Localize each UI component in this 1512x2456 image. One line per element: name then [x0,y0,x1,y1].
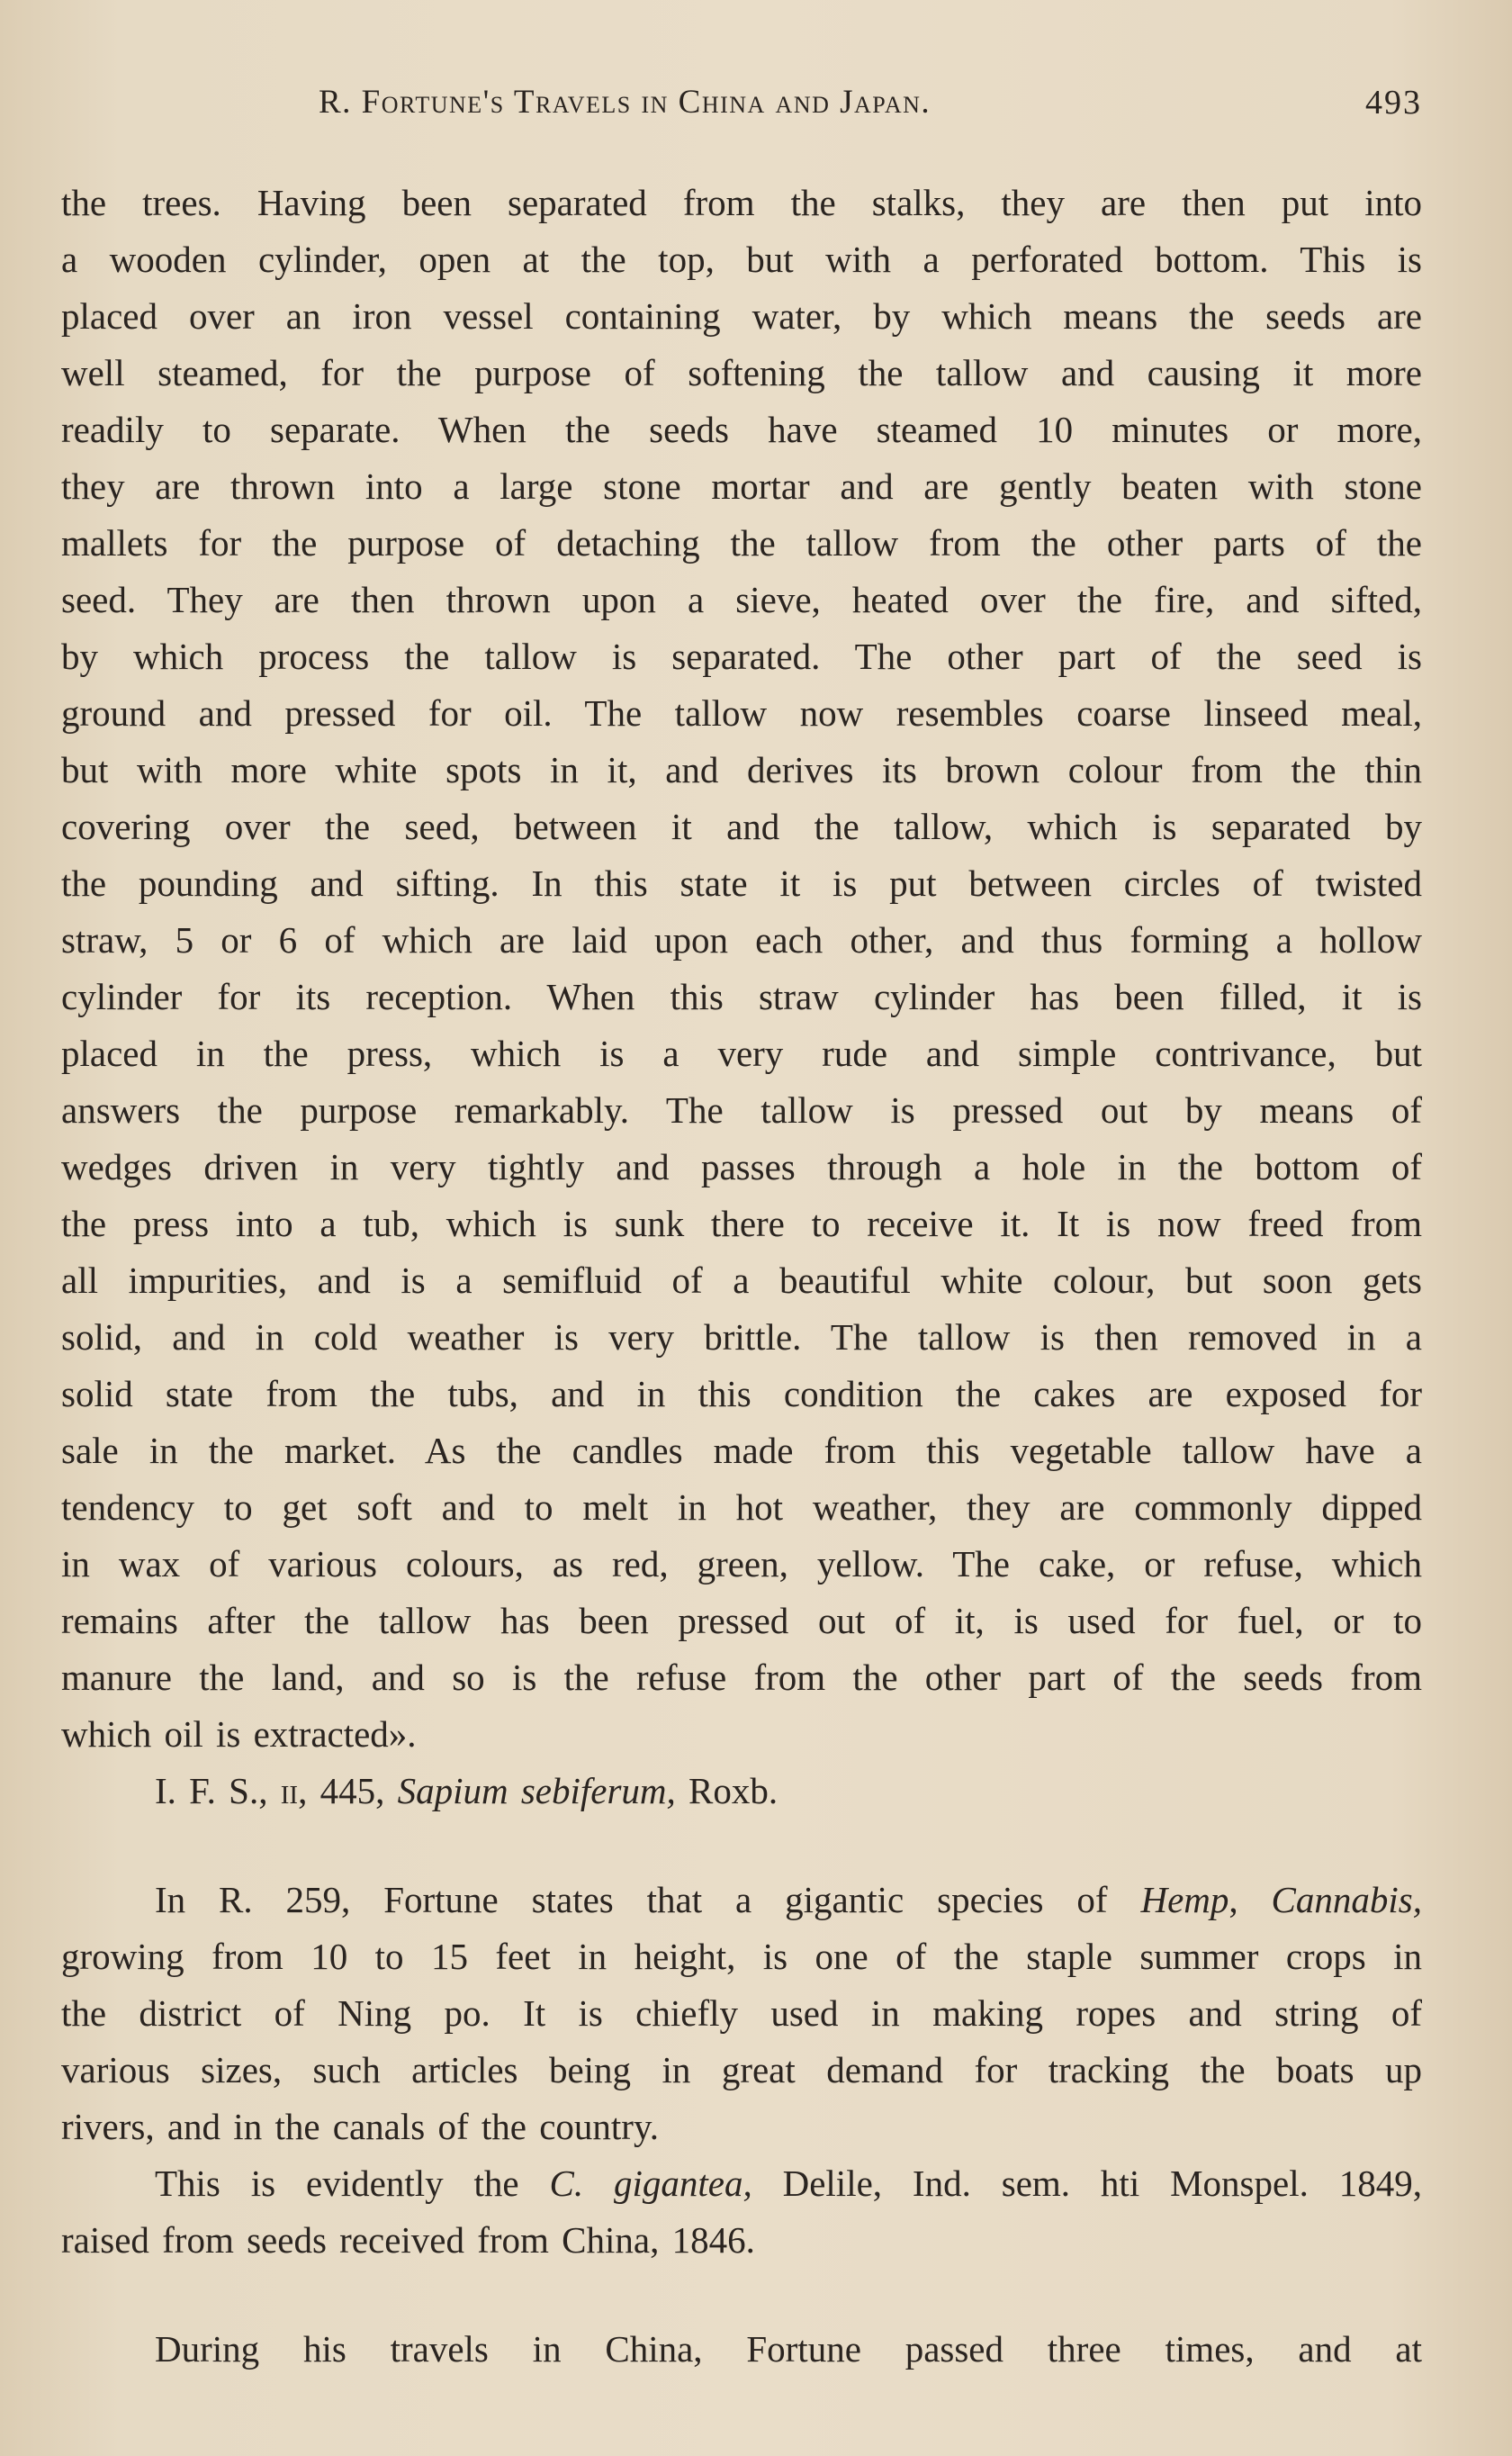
reference-volume: ii [280,1770,299,1811]
paragraph-line: well steamed, for the purpose of softening the tallow and causing it more [61,352,1422,393]
paragraph-line: the trees. Having been separated from the stalks, they are then put into [61,182,1422,223]
paragraph-hemp [61,1872,1422,2155]
reference-middle: , 445, [298,1770,398,1811]
paragraph-line: solid, and in cold weather is very brittle. The tallow is then removed in a [61,1316,1422,1358]
paragraph-travels [61,2321,1422,2378]
hemp-line: rivers, and in the canals of the country. [61,2106,660,2147]
hemp-comma: , [1228,1879,1272,1920]
reference-prefix: I. F. S., [155,1770,281,1811]
hemp-line-1-start: In R. 259, Fortune states that a gigantic species of [155,1879,1141,1920]
gigantea-line-2: raised from seeds received from China, 1846. [61,2219,755,2261]
reference-species: Sapium sebiferum, [397,1770,676,1811]
paragraph-line: seed. They are then thrown upon a sieve, heated over the fire, and sifted, [61,579,1422,620]
hemp-line: the district of Ning po. It is chiefly used in making ropes and string of [61,1992,1422,2034]
paragraph-line: but with more white spots in it, and derives its brown colour from the thin [61,749,1422,790]
paragraph-line: ground and pressed for oil. The tallow now resembles coarse linseed meal, [61,692,1422,734]
paragraph-line: readily to separate. When the seeds have steamed 10 minutes or more, [61,409,1422,450]
hemp-line: growing from 10 to 15 feet in height, is one of the staple summer crops in [61,1936,1422,1977]
hemp-line: various sizes, such articles being in great demand for tracking the boats up [61,2049,1422,2090]
body-text [61,175,1422,2378]
paragraph-line: the press into a tub, which is sunk there to receive it. It is now freed from [61,1203,1422,1244]
page-number: 493 [1365,84,1422,122]
paragraph-line: covering over the seed, between it and the tallow, which is separated by [61,806,1422,847]
travels-line-1: During his travels in China, Fortune passed three times, and at [155,2328,1422,2370]
paragraph-gigantea [61,2155,1422,2269]
paragraph-line: which oil is extracted». [61,1713,417,1755]
paragraph-line: by which process the tallow is separated. The other part of the seed is [61,636,1422,677]
paragraph-line: answers the purpose remarkably. The tallow is pressed out by means of [61,1089,1422,1131]
hemp-word: Hemp [1140,1879,1229,1920]
gigantea-species: C. gigantea, [549,2163,752,2204]
paragraph-line: cylinder for its reception. When this straw cylinder has been filled, it is [61,976,1422,1017]
reference-sapium [61,1763,1422,1819]
paragraph-line: a wooden cylinder, open at the top, but with a perforated bottom. This is [61,239,1422,280]
paragraph-line: remains after the tallow has been pressed out of it, is used for fuel, or to [61,1600,1422,1641]
paragraph-line: sale in the market. As the candles made from this vegetable tallow have a [61,1430,1422,1471]
paragraph-line: wedges driven in very tightly and passes through a hole in the bottom of [61,1146,1422,1187]
page-header [61,83,1422,137]
paragraph-line: they are thrown into a large stone mortar and are gently beaten with stone [61,465,1422,507]
paragraph-line: in wax of various colours, as red, green, yellow. The cake, or refuse, which [61,1543,1422,1585]
paragraph-line: mallets for the purpose of detaching the tallow from the other parts of the [61,522,1422,564]
paragraph-line: placed in the press, which is a very rude and simple contrivance, but [61,1033,1422,1074]
gigantea-line-1 [61,2155,1422,2212]
paragraph-line: solid state from the tubs, and in this condition the cakes are exposed for [61,1373,1422,1414]
paragraph-line: straw, 5 or 6 of which are laid upon each other, and thus forming a hollow [61,919,1422,961]
gigantea-line-1-end: Delile, Ind. sem. hti Monspel. 1849, [752,2163,1422,2204]
paragraph-tallow-process [61,175,1422,1763]
paragraph-line: tendency to get soft and to melt in hot weather, they are commonly dipped [61,1486,1422,1528]
running-head: R. Fortune's Travels in China and Japan. [319,84,932,121]
paragraph-line: all impurities, and is a semifluid of a beautiful white colour, but soon gets [61,1260,1422,1301]
reference-author: Roxb. [675,1770,778,1811]
hemp-line-1 [61,1872,1422,1928]
gigantea-line-1-start: This is evidently the [155,2163,550,2204]
paragraph-line: manure the land, and so is the refuse from the other part of the seeds from [61,1657,1422,1698]
paragraph-line: placed over an iron vessel containing water, by which means the seeds are [61,295,1422,337]
cannabis-word: Cannabis, [1271,1879,1422,1920]
paragraph-line: the pounding and sifting. In this state it is put between circles of twisted [61,862,1422,904]
